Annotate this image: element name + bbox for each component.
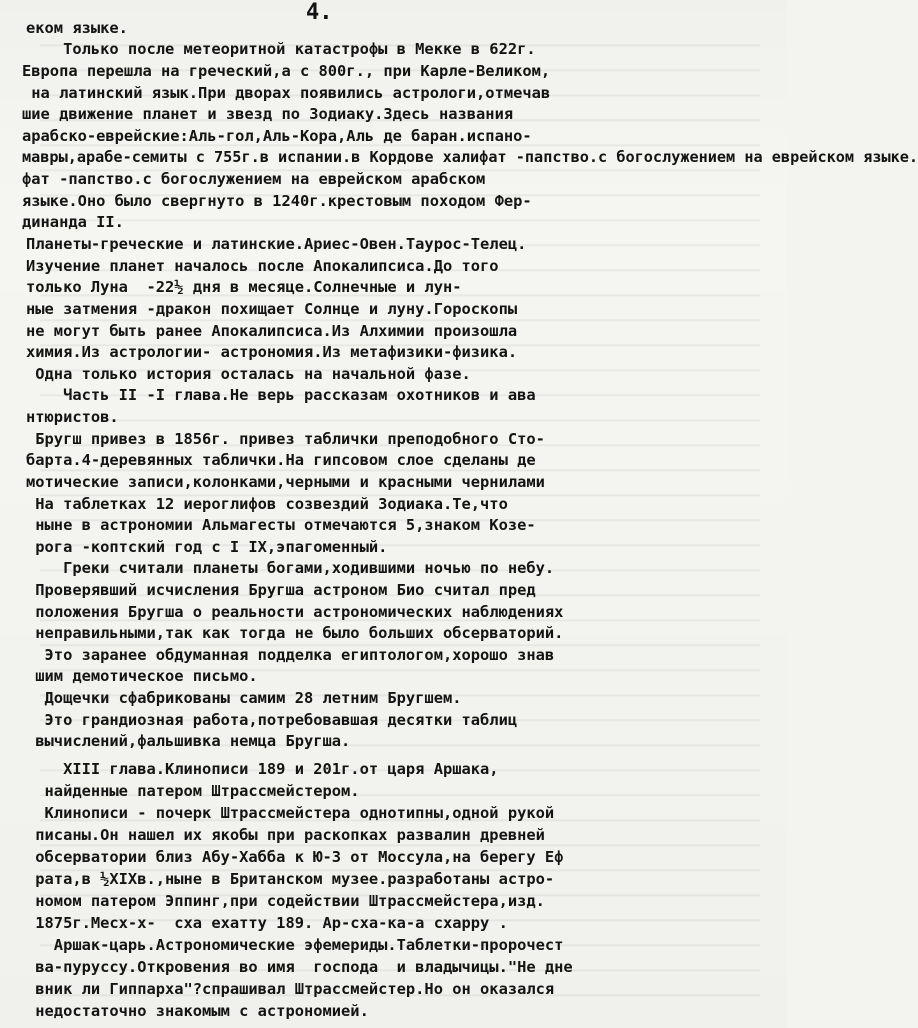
text-line: только Луна -22½ дня в месяце.Солнечные и лун- [26,278,462,296]
text-line: барта.4-деревянных таблички.На гипсовом слое сделаны де [26,451,536,469]
text-line: Изучение планет началось после Апокалипсиса.До того [26,257,499,275]
text-line: на латинский язык.При дворах появились астрологи,отмечав [22,84,551,102]
text-line: Дощечки сфабрикованы самим 28 летним Бругшем. [26,689,462,707]
text-line: Планеты-греческие и латинские.Ариес-Овен.Таурос-Телец. [26,235,527,253]
text-line: XIII глава.Клинописи 189 и 201г.от царя Аршака, [26,760,499,778]
text-line: ныне в астрономии Альмагесты отмечаются 5,знаком Козе- [26,516,536,534]
text-line: мотические записи,колонками,черными и красными чернилами [26,473,545,491]
text-line: нтюристов. [26,408,119,426]
text-line: 1875г.Месх-х- сха ехатту 189. Ар-сха-ка-а схарру . [26,914,508,932]
text-line: еком языке. [26,19,128,37]
text-line: номом патером Эппинг,при содействии Штрассмейстера,изд. [26,892,545,910]
text-line: ва-пуруссу.Откровения во имя господа и владычицы."Не дне [26,958,573,976]
text-line: рога -коптский год с I IX,эпагоменный. [26,538,388,556]
text-line: шим демотическое письмо. [26,667,258,685]
text-line: Европа перешла на греческий,а с 800г., при Карле-Великом, [22,62,551,80]
text-line: Это грандиозная работа,потребовавшая десятки таблиц [26,711,518,729]
text-line: Это заранее обдуманная подделка египтологом,хорошо знав [26,646,555,664]
page-number: 4. [306,0,333,25]
text-line: не могут быть ранее Апокалипсиса.Из Алхимии произошла [26,322,518,340]
text-line: Клинописи - почерк Штрассмейстера однотипны,одной рукой [26,804,555,822]
text-line: Одна только история осталась на начальной фазе. [26,365,471,383]
text-line: Часть II -I глава.Не верь рассказам охотников и ава [26,386,536,404]
text-line: химия.Из астрологии- астрономия.Из метафизики-физика. [26,343,518,361]
text-line: писаны.Он нашел их якобы при раскопках развалин древней [26,826,545,844]
text-line: Проверявший исчисления Бругша астроном Био считал пред [26,581,536,599]
text-line: На таблетках 12 иероглифов созвездий Зодиака.Те,что [26,495,508,513]
text-line: рата,в ½XIXв.,ныне в Британском музее.разработаны астро- [26,870,555,888]
text-line: вник ли Гиппарха"?спрашивал Штрассмейстер.Но он оказался [26,980,555,998]
text-line: Бругш привез в 1856г. привез таблички преподобного Сто- [26,430,545,448]
text-line: фат -папство.с богослужением на еврейском арабском [22,170,486,188]
text-line: мавры,арабе-семиты с 755г.в испании.в Кордове халифат -папство.с богослужением на еврейском языке. [22,148,918,166]
text-line: шие движение планет и звезд по Зодиаку.Здесь названия [22,105,514,123]
text-line: найденные патером Штрассмейстером. [26,782,360,800]
text-line: вычислений,фальшивка немца Бругша. [26,732,351,750]
text-line: динанда II. [22,213,124,231]
text-line: Греки считали планеты богами,ходившими ночью по небу. [26,559,555,577]
text-line: ные затмения -дракон похищает Солнце и луну.Гороскопы [26,300,518,318]
text-line: Только после метеоритной катастрофы в Мекке в 622г. [26,40,536,58]
text-line: языке.Оно было свергнуто в 1240г.крестовым походом Фер- [22,192,532,210]
text-line: неправильными,так как тогда не было больших обсерваторий. [26,624,564,642]
text-line: Аршак-царь.Астрономические эфемериды.Таблетки-пророчест [26,936,564,954]
text-line: недостаточно знакомым с астрономией. [26,1002,369,1020]
text-line: арабско-еврейские:Аль-гол,Аль-Кора,Аль де баран.испано- [22,127,532,145]
text-line: обсерватории близ Абу-Хабба к Ю-З от Моссула,на берегу Еф [26,848,564,866]
text-line: положения Бругша о реальности астрономических наблюдениях [26,603,564,621]
